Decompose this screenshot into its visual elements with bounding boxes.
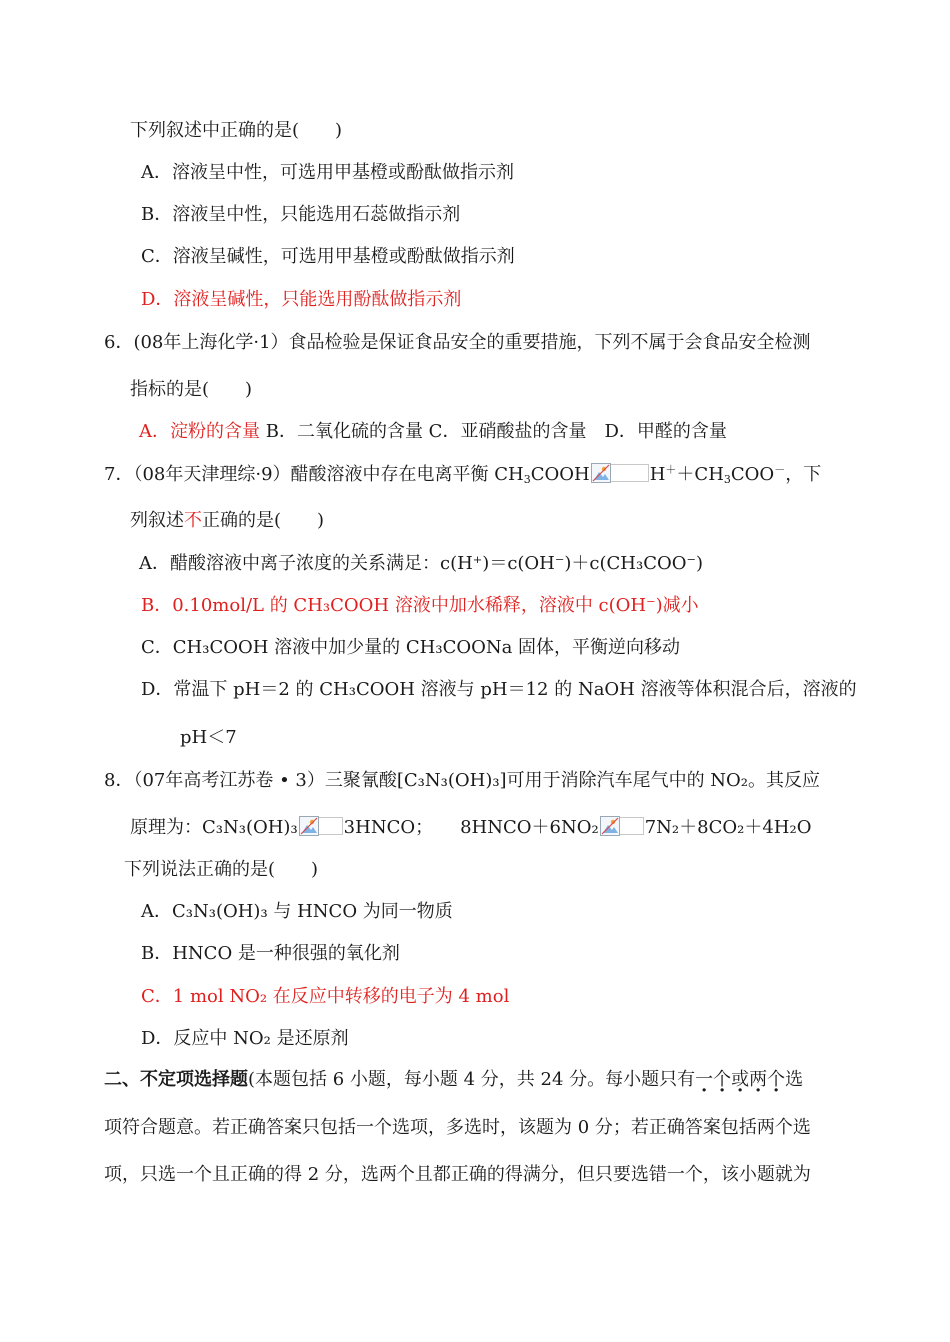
q7-option-d-line2: pH＜7 [180,727,237,748]
q7-stem-line1: 7．（08年天津理综·9）醋酸溶液中存在电离平衡 $CH_3COOH$ $H^++CH_3COO^-$，下 [104,463,822,486]
q8-option-d: D．反应中 NO₂ 是还原剂 [141,1028,349,1049]
q7-prefix: 7．（08年天津理综·9）醋酸溶液中存在电离平衡 [104,464,495,485]
reaction-arrow-image-1 [299,817,343,835]
equilibrium-arrow-image [591,464,649,482]
q5-option-d-answer: D．溶液呈碱性，只能选用酚酞做指示剂 [141,289,462,310]
q5-option-c: C．溶液呈碱性，可选用甲基橙或酚酞做指示剂 [141,246,515,267]
q8-option-c-answer: C．1 mol NO₂ 在反应中转移的电子为 4 mol [141,986,510,1007]
section2-line1: 二、不定项选择题(本题包括 6 小题，每小题 4 分，共 24 分。每小题只有一个或两个选 [104,1069,804,1090]
q8-reaction-line: 原理为：C₃N₃(OH)₃ 3HNCO； 8HNCO＋6NO₂ 7N₂＋8CO₂＋4H₂O [130,817,812,838]
q7-option-b-answer: B．0.10mol/L 的 CH₃COOH 溶液中加水稀释，溶液中 c(OH⁻)减小 [141,595,699,616]
q6-stem-line2: 指标的是( ) [130,379,253,400]
reaction-arrow-image-2 [600,817,644,835]
q7-emphasis-not: 不 [184,510,202,531]
q5-option-b: B．溶液呈中性，只能选用石蕊做指示剂 [141,204,461,225]
emphasis-dotted-text: 一个或两个 [695,1069,786,1090]
q6-option-a-answer: A．淀粉的含量 [139,421,260,442]
q8-stem-line1: 8．（07年高考江苏卷 • 3）三聚氰酸[C₃N₃(OH)₃]可用于消除汽车尾气中的 NO₂。其反应 [104,770,821,791]
q7-option-d-line1: D．常温下 pH＝2 的 CH₃COOH 溶液与 pH＝12 的 NaOH 溶液等体积混合后，溶液的 [141,679,857,700]
q7-option-a: A．醋酸溶液中离子浓度的关系满足：c(H⁺)＝c(OH⁻)＋c(CH₃COO⁻) [139,553,704,574]
section2-line2: 项符合题意。若正确答案只包括一个选项，多选时，该题为 0 分；若正确答案包括两个选 [104,1117,811,1138]
q6-options-bcd: B．二氧化硫的含量 C．亚硝酸盐的含量 D．甲醛的含量 [260,421,727,442]
q8-stem-line3: 下列说法正确的是( ) [124,859,319,880]
q8-option-b: B．HNCO 是一种很强的氧化剂 [141,943,400,964]
q8-option-a: A．C₃N₃(OH)₃ 与 HNCO 为同一物质 [141,901,453,922]
broken-image-icon [600,816,620,836]
q7-stem-line2: 列叙述不正确的是( ) [130,510,325,531]
q7-option-c: C．CH₃COOH 溶液中加少量的 CH₃COONa 固体，平衡逆向移动 [141,637,681,658]
section2-title: 二、不定项选择题 [104,1069,248,1090]
section2-line3: 项，只选一个且正确的得 2 分，选两个且都正确的得满分，但只要选错一个，该小题就为 [104,1164,811,1185]
q7-eq-right: $H^++CH_3COO^-$ [649,463,786,486]
q5-stem: 下列叙述中正确的是( ) [130,120,343,141]
q6-stem-line1: 6．(08年上海化学·1）食品检验是保证食品安全的重要措施，下列不属于会食品安全检测 [104,332,811,353]
broken-image-icon [299,816,319,836]
broken-image-icon [591,463,611,483]
q6-options [139,420,727,444]
q7-eq-left: $CH_3COOH$ [494,464,590,486]
q5-option-a: A．溶液呈中性，可选用甲基橙或酚酞做指示剂 [141,162,514,183]
